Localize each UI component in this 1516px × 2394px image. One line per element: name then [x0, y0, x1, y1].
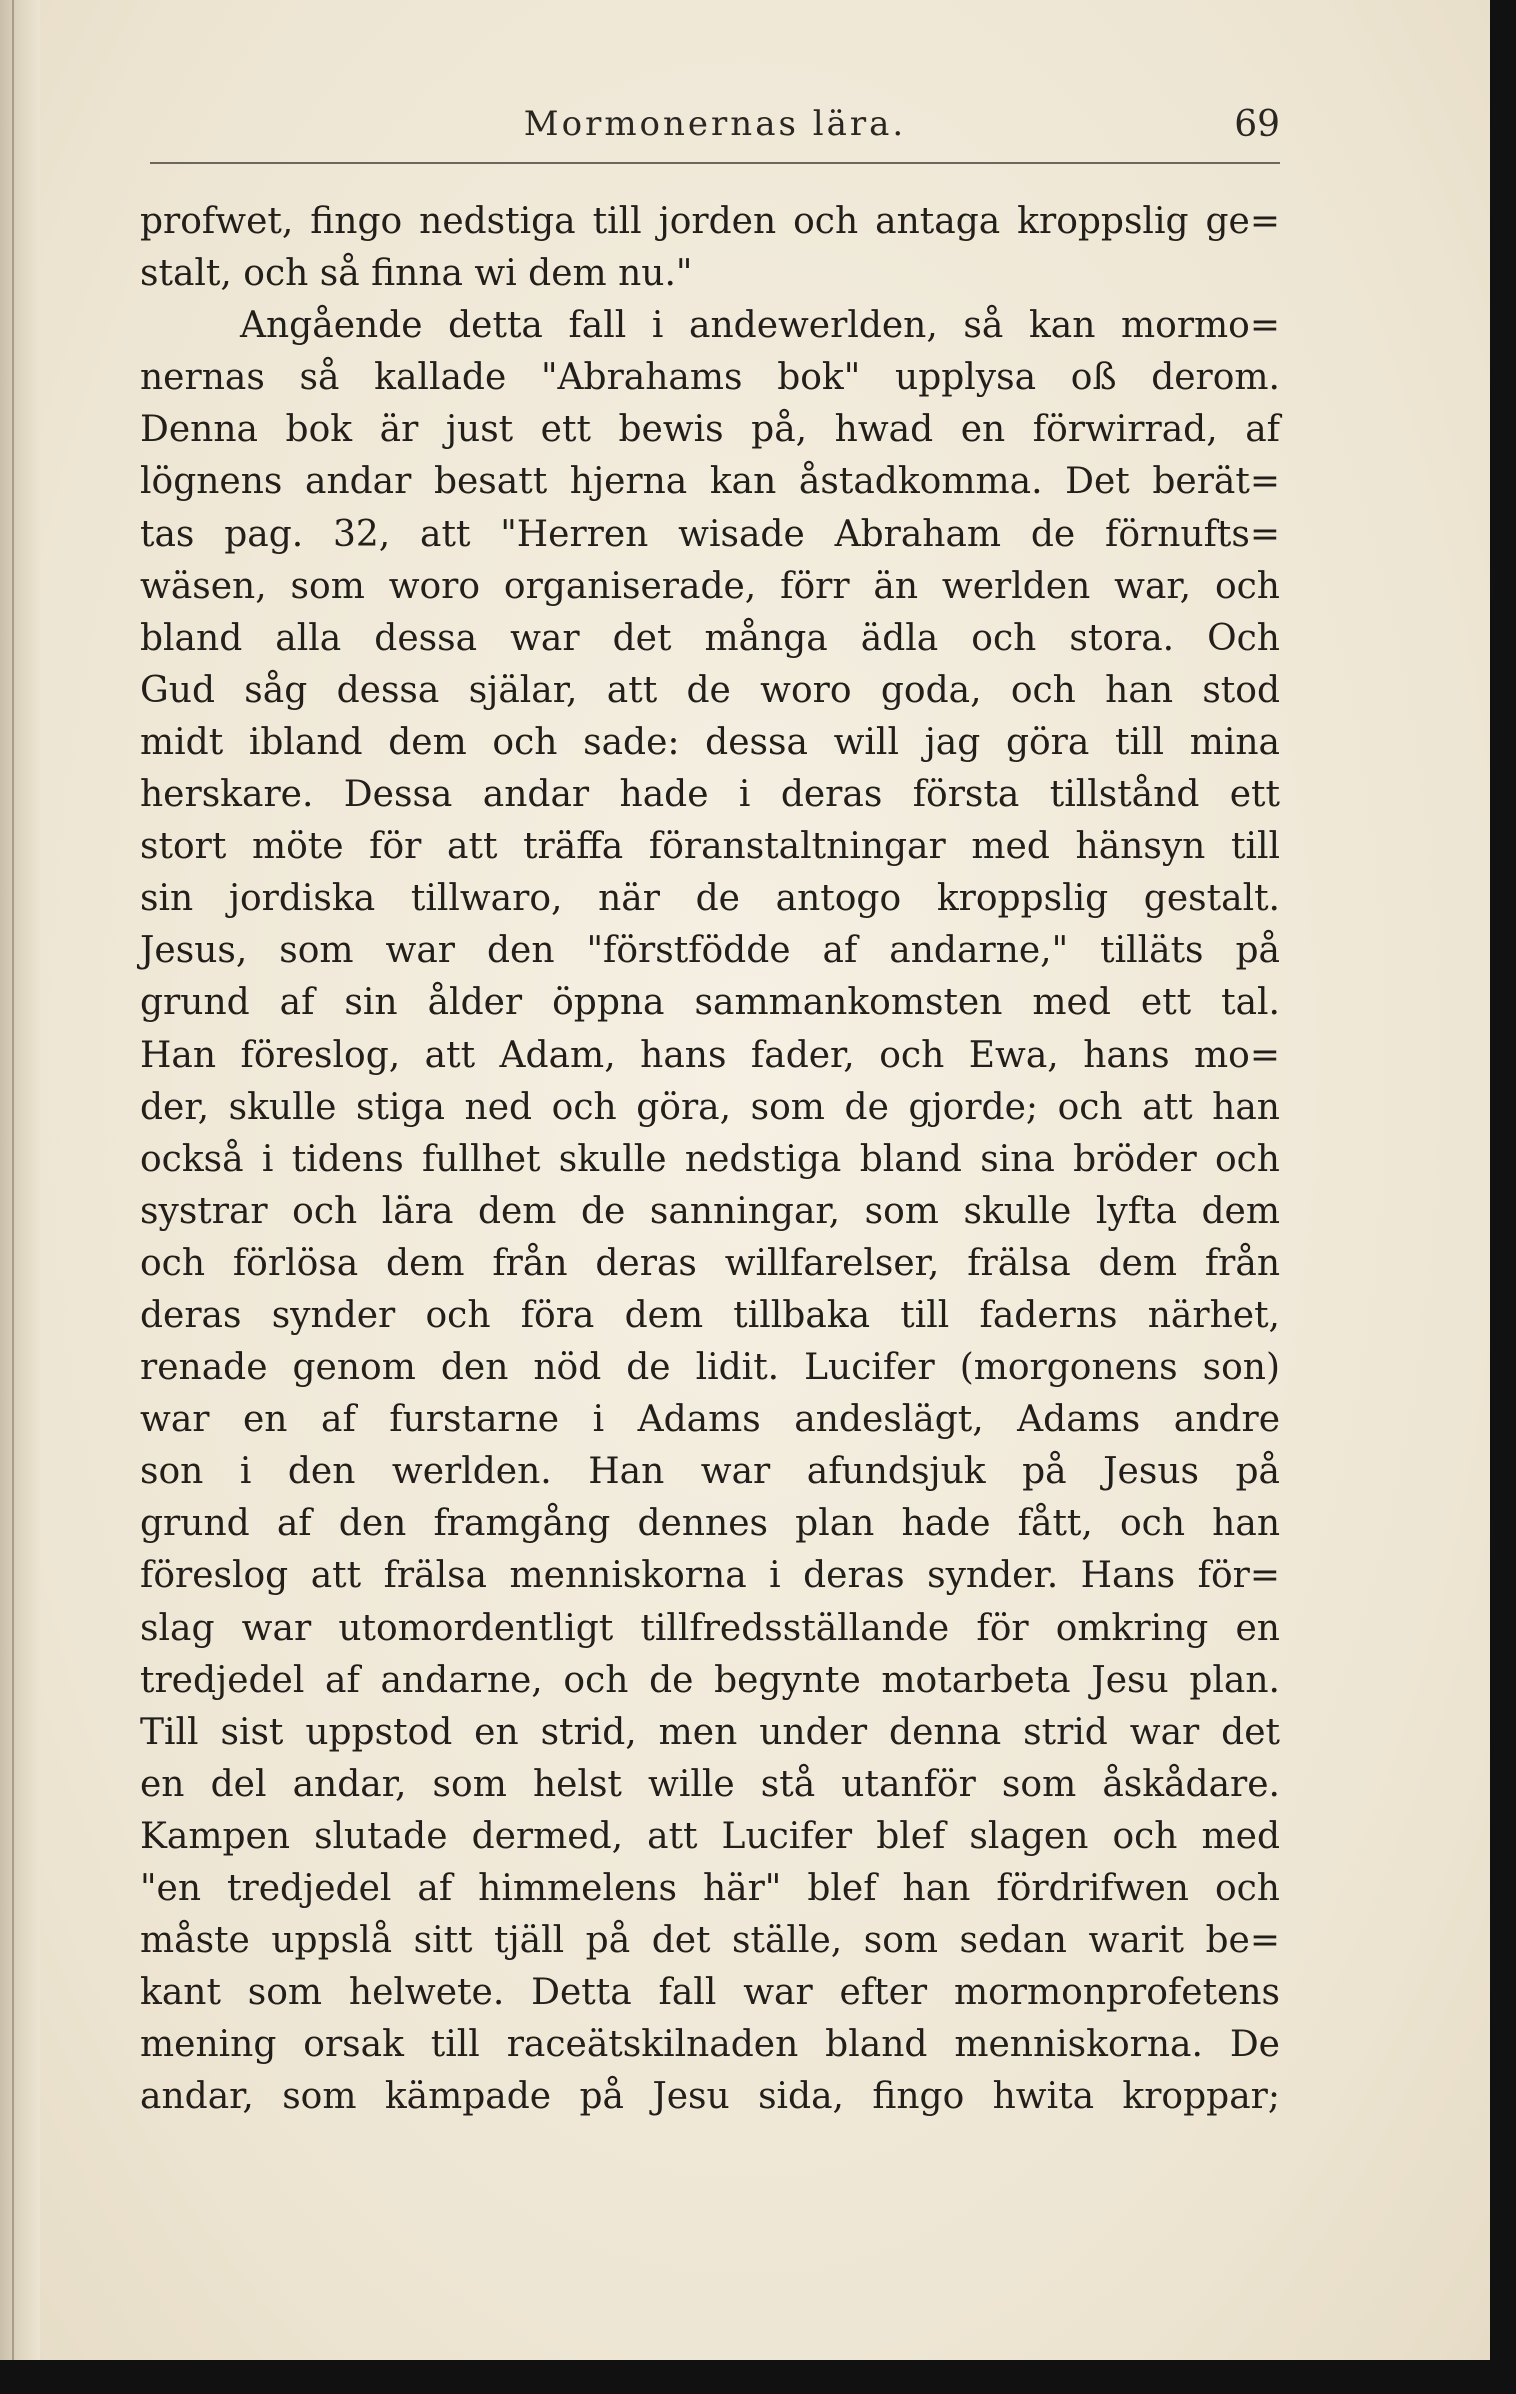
- running-head: Mormonernas lära.: [523, 104, 907, 144]
- text-line: systrar och lära dem de sanningar, som skulle lyfta dem: [140, 1190, 1280, 1232]
- text-line: bland alla dessa war det många ädla och stora. Och: [140, 617, 1280, 659]
- text-line: grund af den framgång dennes plan hade fått, och han: [140, 1503, 1280, 1545]
- text-line: profwet, fingo nedstiga till jorden och antaga kroppslig ge=: [140, 201, 1280, 242]
- gutter-crease: [12, 0, 14, 2360]
- text-line: kant som helwete. Detta fall war efter mormonprofetens: [140, 1972, 1280, 2014]
- text-line: wäsen, som woro organiserade, förr än werlden war, och: [140, 565, 1280, 607]
- text-line: "en tredjedel af himmelens här" blef han fördrifwen och: [140, 1868, 1280, 1909]
- text-line: Denna bok är just ett bewis på, hwad en förwirrad, af: [140, 409, 1280, 451]
- text-line: sin jordiska tillwaro, när de antogo kroppslig gestalt.: [140, 878, 1280, 920]
- header-rule: [150, 162, 1280, 164]
- binding-gutter: [0, 0, 40, 2360]
- text-line: tredjedel af andarne, och de begynte motarbeta Jesu plan.: [140, 1659, 1280, 1701]
- scan-bottom-edge: [0, 2360, 1516, 2394]
- text-line: lögnens andar besatt hjerna kan åstadkomma. Det berät=: [140, 461, 1280, 503]
- text-line: och förlösa dem från deras willfarelser, frälsa dem från: [140, 1242, 1280, 1284]
- text-line: mening orsak till raceätskilnaden bland menniskorna. De: [140, 2024, 1280, 2066]
- text-line: andar, som kämpade på Jesu sida, fingo hwita kroppar;: [140, 2076, 1280, 2118]
- text-line: herskare. Dessa andar hade i deras första tillstånd ett: [140, 774, 1280, 816]
- text-line: en del andar, som helst wille stå utanför som åskådare.: [140, 1763, 1280, 1805]
- text-line: grund af sin ålder öppna sammankomsten med ett tal.: [140, 982, 1280, 1024]
- text-line: också i tidens fullhet skulle nedstiga bland sina bröder och: [140, 1138, 1280, 1180]
- text-line: war en af furstarne i Adams andeslägt, Adams andre: [140, 1399, 1280, 1441]
- text-line: måste uppslå sitt tjäll på det ställe, som sedan warit be=: [140, 1920, 1280, 1962]
- text-line: stalt, och så finna wi dem nu.": [140, 253, 693, 295]
- text-line: son i den werlden. Han war afundsjuk på Jesus på: [140, 1451, 1280, 1493]
- page-number: 69: [1234, 104, 1280, 145]
- page-header: [150, 100, 1280, 160]
- text-line: föreslog att frälsa menniskorna i deras synder. Hans för=: [140, 1555, 1280, 1597]
- text-line: deras synder och föra dem tillbaka till faderns närhet,: [140, 1294, 1280, 1336]
- text-line: Han föreslog, att Adam, hans fader, och Ewa, hans mo=: [140, 1034, 1280, 1076]
- text-line: Jesus, som war den "förstfödde af andarne," tilläts på: [140, 930, 1280, 972]
- text-line: Gud såg dessa själar, att de woro goda, och han stod: [140, 669, 1280, 711]
- text-line: stort möte för att träffa föranstaltningar med hänsyn till: [140, 826, 1280, 868]
- text-line: Angående detta fall i andewerlden, så kan mormo=: [240, 305, 1280, 347]
- text-line: Till sist uppstod en strid, men under denna strid war det: [140, 1711, 1280, 1753]
- text-line: tas pag. 32, att "Herren wisade Abraham de förnufts=: [140, 513, 1280, 555]
- text-line: der, skulle stiga ned och göra, som de gjorde; och att han: [140, 1086, 1280, 1128]
- body-text: [140, 196, 1280, 2123]
- text-line: renade genom den nöd de lidit. Lucifer (morgonens son): [140, 1347, 1280, 1389]
- text-line: midt ibland dem och sade: dessa will jag göra till mina: [140, 721, 1280, 763]
- text-line: nernas så kallade "Abrahams bok" upplysa oß derom.: [140, 357, 1280, 399]
- text-line: Kampen slutade dermed, att Lucifer blef slagen och med: [140, 1815, 1280, 1857]
- text-line: slag war utomordentligt tillfredsställande för omkring en: [140, 1607, 1280, 1649]
